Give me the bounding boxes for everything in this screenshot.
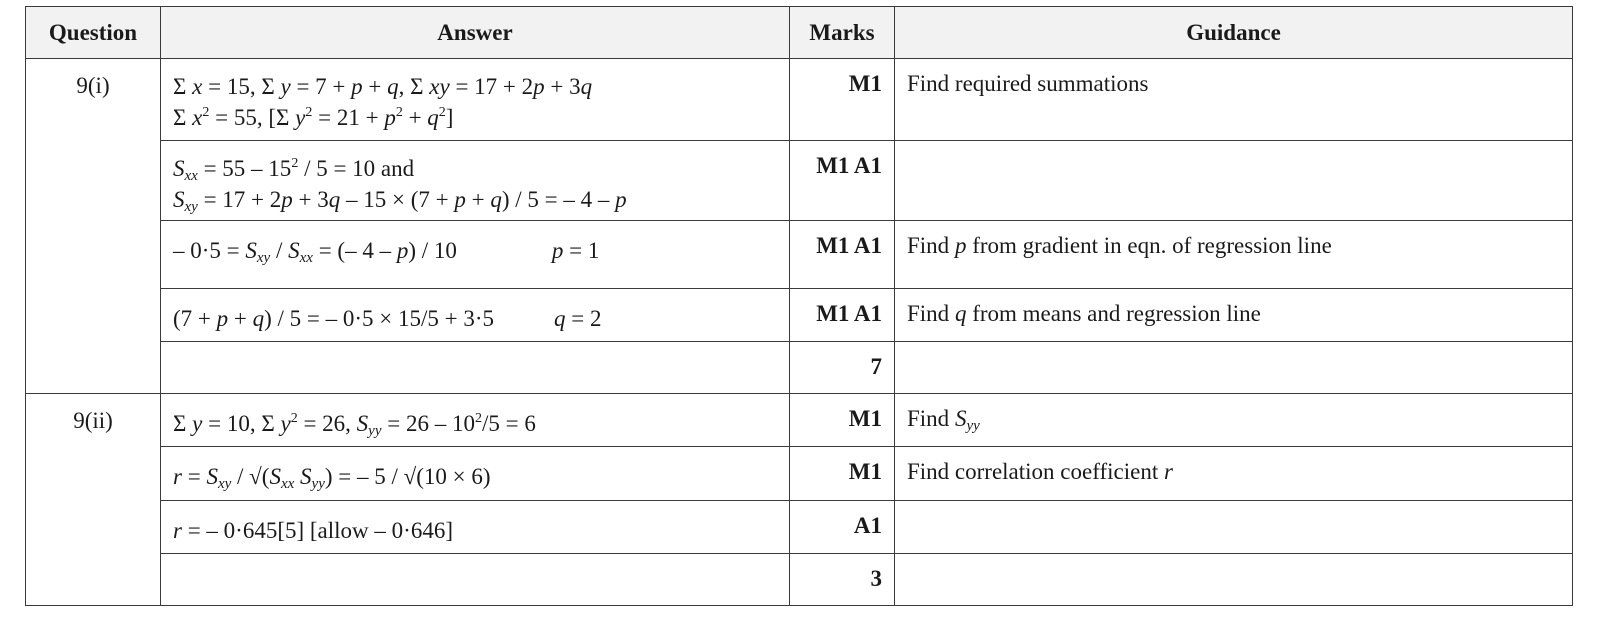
table-row: [26, 221, 1573, 289]
header-marks: Marks: [790, 7, 895, 59]
marks-cell: A1: [790, 501, 895, 554]
header-answer: Answer: [161, 7, 790, 59]
question-label: 9(ii): [26, 394, 161, 606]
guidance-cell: [895, 447, 1573, 501]
total-row: [26, 554, 1573, 606]
guidance-text: Find: [907, 233, 955, 258]
answer-cell: [161, 447, 790, 501]
answer-cell: [161, 141, 790, 221]
table-row: [26, 289, 1573, 342]
guidance-cell: [895, 501, 1573, 554]
marks-cell: M1 A1: [790, 289, 895, 342]
answer-line: $r = S_{xy} / √(S_{xx}$ $S_{yy}$) = – 5 / √(10 × 6): [173, 464, 491, 492]
marks-cell: M1: [790, 59, 895, 141]
guidance-cell: [895, 342, 1573, 394]
guidance-text: Find correlation coefficient: [907, 459, 1164, 484]
header-question: Question: [26, 7, 161, 59]
guidance-cell: [895, 221, 1573, 289]
marks-cell: M1 A1: [790, 221, 895, 289]
table-row: [26, 59, 1573, 141]
answer-cell: [161, 342, 790, 394]
answer-line: $S_{xy} = 17 + 2p + 3q - 15 \times (7 + p + q) / 5$ = – 4 – p: [173, 187, 627, 215]
mark-scheme-table: [25, 6, 1573, 606]
answer-cell: [161, 221, 790, 289]
guidance-variable: p: [954, 233, 967, 258]
table-row: [26, 501, 1573, 554]
answer-line: – $0\cdot 5 = S_{xy} / S_{xx}$ = (– 4 – p) / 10 p = 1: [173, 238, 600, 266]
table-row: [26, 141, 1573, 221]
guidance-cell: [895, 289, 1573, 342]
answer-line: r = – 0·645[5] [allow – 0·646]: [173, 518, 453, 543]
marks-cell: M1: [790, 447, 895, 501]
answer-cell: [161, 394, 790, 447]
guidance-variable: r: [1163, 459, 1173, 484]
guidance-text: Find: [907, 406, 955, 431]
answer-cell: [161, 59, 790, 141]
guidance-variable: S: [954, 406, 967, 431]
guidance-text: from gradient in eqn. of regression line: [966, 233, 1332, 258]
guidance-subscript: yy: [966, 418, 980, 434]
question-label: 9(i): [26, 59, 161, 394]
header-guidance: Guidance: [895, 7, 1573, 59]
guidance-text: from means and regression line: [966, 301, 1261, 326]
guidance-variable: q: [954, 301, 967, 326]
total-row: [26, 342, 1573, 394]
guidance-cell: [895, 141, 1573, 221]
answer-line: (7 + p + q) / 5 = – 0·5 × 15/5 + 3·5 q = 2: [173, 306, 602, 331]
answer-line: Σ x = 15, Σ y = 7 + p + q, Σ xy = 17 + 2p + 3q: [173, 74, 593, 99]
total-marks: 7: [790, 342, 895, 394]
table-row: [26, 447, 1573, 501]
answer-line: Σ y = 10, Σ $y^2 = 26$, $S_{yy} = 26 - 10^2/5 = 6$: [173, 411, 536, 439]
guidance-cell: Find required summations: [895, 59, 1573, 141]
answer-cell: [161, 554, 790, 606]
answer-line: Σ $x^2 = 55$, [Σ $y^2 = 21 + p^2 + q^2$]: [173, 105, 454, 130]
guidance-cell: [895, 394, 1573, 447]
answer-line: $S_{xx} = 55 - 15^2 / 5 = 10$ and: [173, 156, 415, 184]
guidance-cell: [895, 554, 1573, 606]
guidance-text: Find: [907, 301, 955, 326]
total-marks: 3: [790, 554, 895, 606]
marks-cell: M1: [790, 394, 895, 447]
header-row: [26, 7, 1573, 59]
marks-cell: M1 A1: [790, 141, 895, 221]
answer-cell: [161, 289, 790, 342]
answer-cell: [161, 501, 790, 554]
table-row: [26, 394, 1573, 447]
